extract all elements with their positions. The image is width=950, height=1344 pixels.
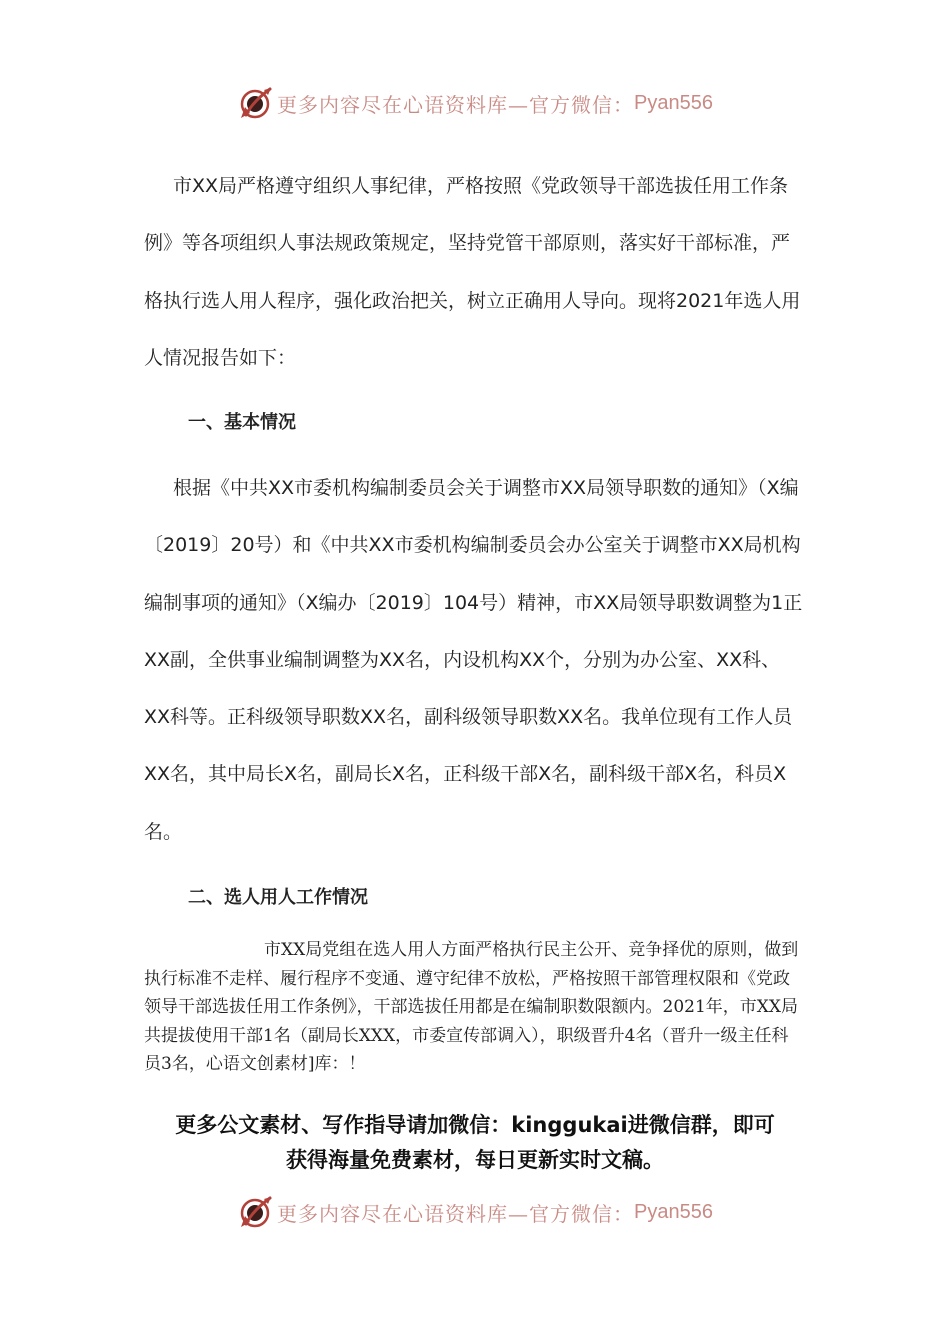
section1-body: 根据《中共XX市委机构编制委员会关于调整市XX局领导职数的通知》（X编〔2019〕20号）和《中共XX市委机构编制委员会办公室关于调整市XX局机构编制事项的通知》（X编办〔2019〕104号）精神，市XX局领导职数调整为1正XX副，全供事业编制调整为XX名，内设机构XX个，分别为办公室、XX科、XX科等。正科级领导职数XX名，副科级领导职数XX名。我单位现有工作人员XX名，其中局长X名，副局长X名，正科级干部X名，副科级干部X名，科员X名。 <box>144 477 803 843</box>
brand-logo-icon <box>237 1194 273 1230</box>
footer-banner <box>0 1192 950 1232</box>
promo-line-2: 获得海量免费素材，每日更新实时文稿。 <box>286 1148 664 1172</box>
section2-body: 市XX局党组在选人用人方面严格执行民主公开、竞争择优的原则，做到执行标准不走样、履行程序不变通、遵守纪律不放松，严格按照干部管理权限和《党政领导干部选拔任用工作条例》，干部选拔任用都是在编制职数限额内。2021年，市XX局共提拔使用干部1名（副局长XXX，市委宣传部调入），职级晋升4名（晋升一级主任科员3名，心语文创素材]库：！ <box>144 940 799 1074</box>
brand-logo-icon <box>237 85 273 121</box>
promo-line-1: 更多公文素材、写作指导请加微信：kinggukai进微信群，即可 <box>175 1113 775 1137</box>
header-banner-wechat: Pyan556 <box>634 91 713 114</box>
section2-heading: 二、选人用人工作情况 <box>188 887 368 908</box>
footer-banner-wechat: Pyan556 <box>634 1200 713 1223</box>
header-banner-text: 更多内容尽在心语资料库—官方微信： <box>277 92 635 117</box>
footer-banner-text: 更多内容尽在心语资料库—官方微信： <box>277 1201 635 1226</box>
intro-paragraph: 市XX局严格遵守组织人事纪律，严格按照《党政领导干部选拔任用工作条例》等各项组织人事法规政策规定，坚持党管干部原则，落实好干部标准，严格执行选人用人程序，强化政治把关，树立正确用人导向。现将2021年选人用人情况报告如下： <box>144 175 801 369</box>
section1-heading: 一、基本情况 <box>188 412 296 433</box>
promo-block <box>140 1108 810 1178</box>
header-banner <box>0 83 950 123</box>
